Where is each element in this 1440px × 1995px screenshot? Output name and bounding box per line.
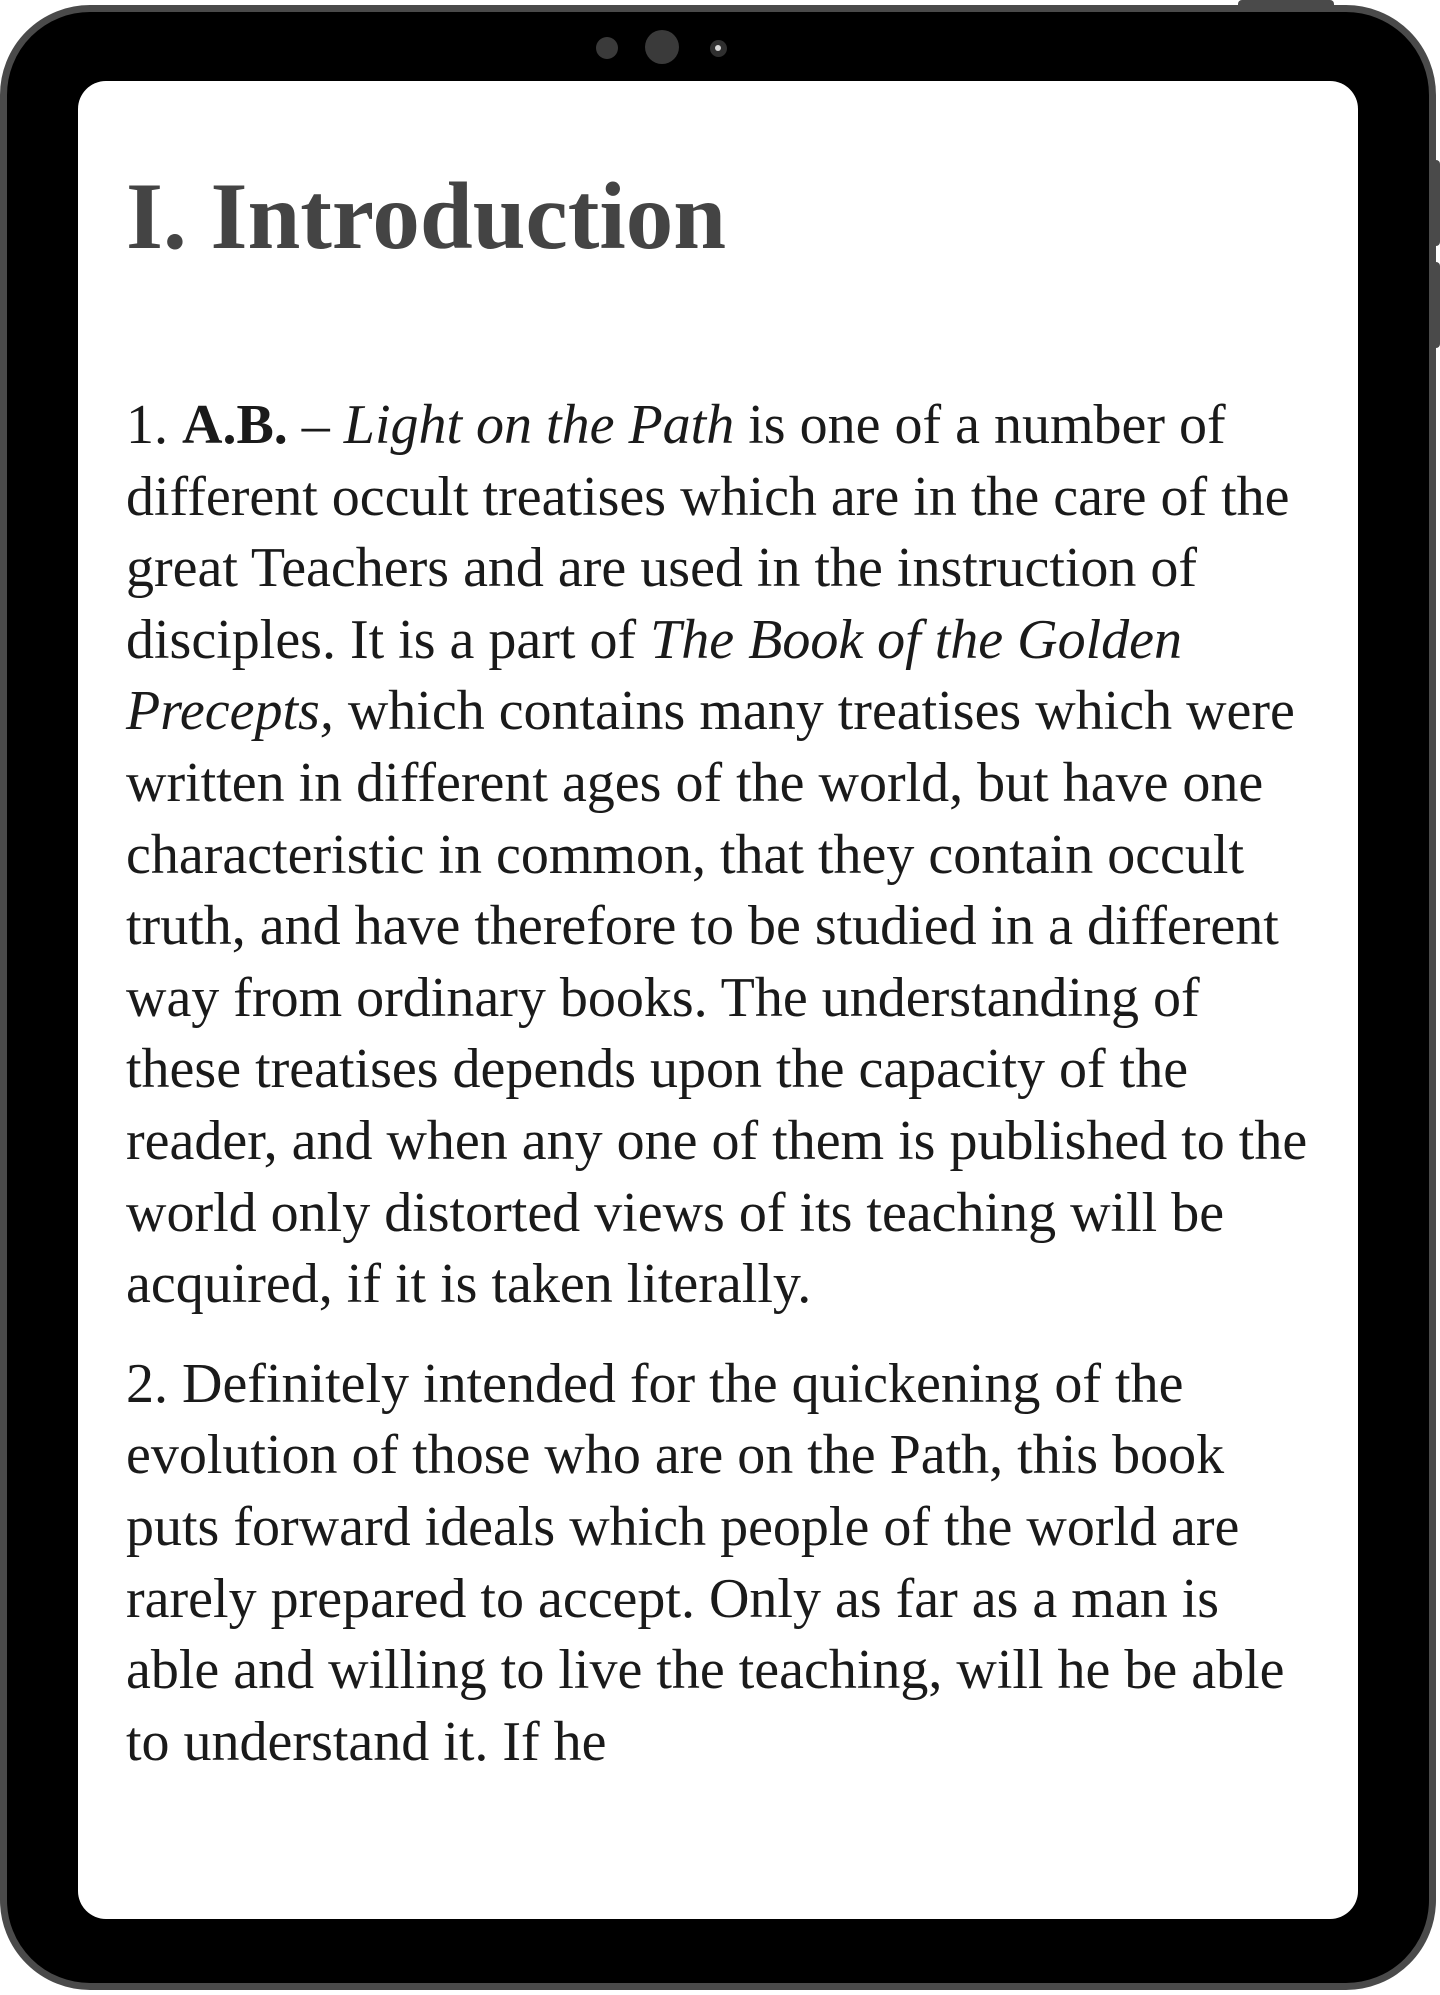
paragraph-text: which contains many treatises which were written in different ages of the world, but have one characteristic in common, that they contain occult truth, and have therefore to be studied in a different way from ordinary books. The understanding of these treatises depends upon the capacity of the reader, and when any one of them is published to the world only distorted views of its teaching will be acquired, if it is taken literally.	[126, 680, 1308, 1316]
speaker-label: A.B.	[182, 394, 288, 456]
sensor-icon	[645, 30, 679, 64]
volume-up-button	[1432, 160, 1440, 246]
paragraph-number: 1.	[126, 394, 168, 456]
book-title: Light on the Path	[343, 394, 735, 456]
camera-icon	[710, 40, 727, 57]
sensor-icon	[596, 37, 618, 59]
paragraph-text: is one of a number of different occult treatises which are in the care of the great Teachers and are used in the instruction of disciples. It is a part of	[126, 394, 1290, 671]
power-button	[1238, 0, 1334, 8]
paragraph-2	[126, 1349, 1316, 1779]
paragraph-number: 2.	[126, 1352, 168, 1415]
dash: –	[301, 394, 330, 456]
reader-screen[interactable]	[78, 81, 1358, 1919]
collection-title: The Book of the Golden Precepts,	[126, 608, 1182, 743]
chapter-content	[126, 81, 1316, 1778]
chapter-title: I. Introduction	[126, 163, 727, 269]
paragraph-1	[126, 390, 1316, 1321]
paragraph-text: Definitely intended for the quickening of the evolution of those who are on the Path, this book puts forward ideals which people of the world are rarely prepared to accept. Only as far as a man is able and willing to live the teaching, will he be able to understand it. If he	[126, 1352, 1285, 1773]
volume-down-button	[1432, 262, 1440, 348]
